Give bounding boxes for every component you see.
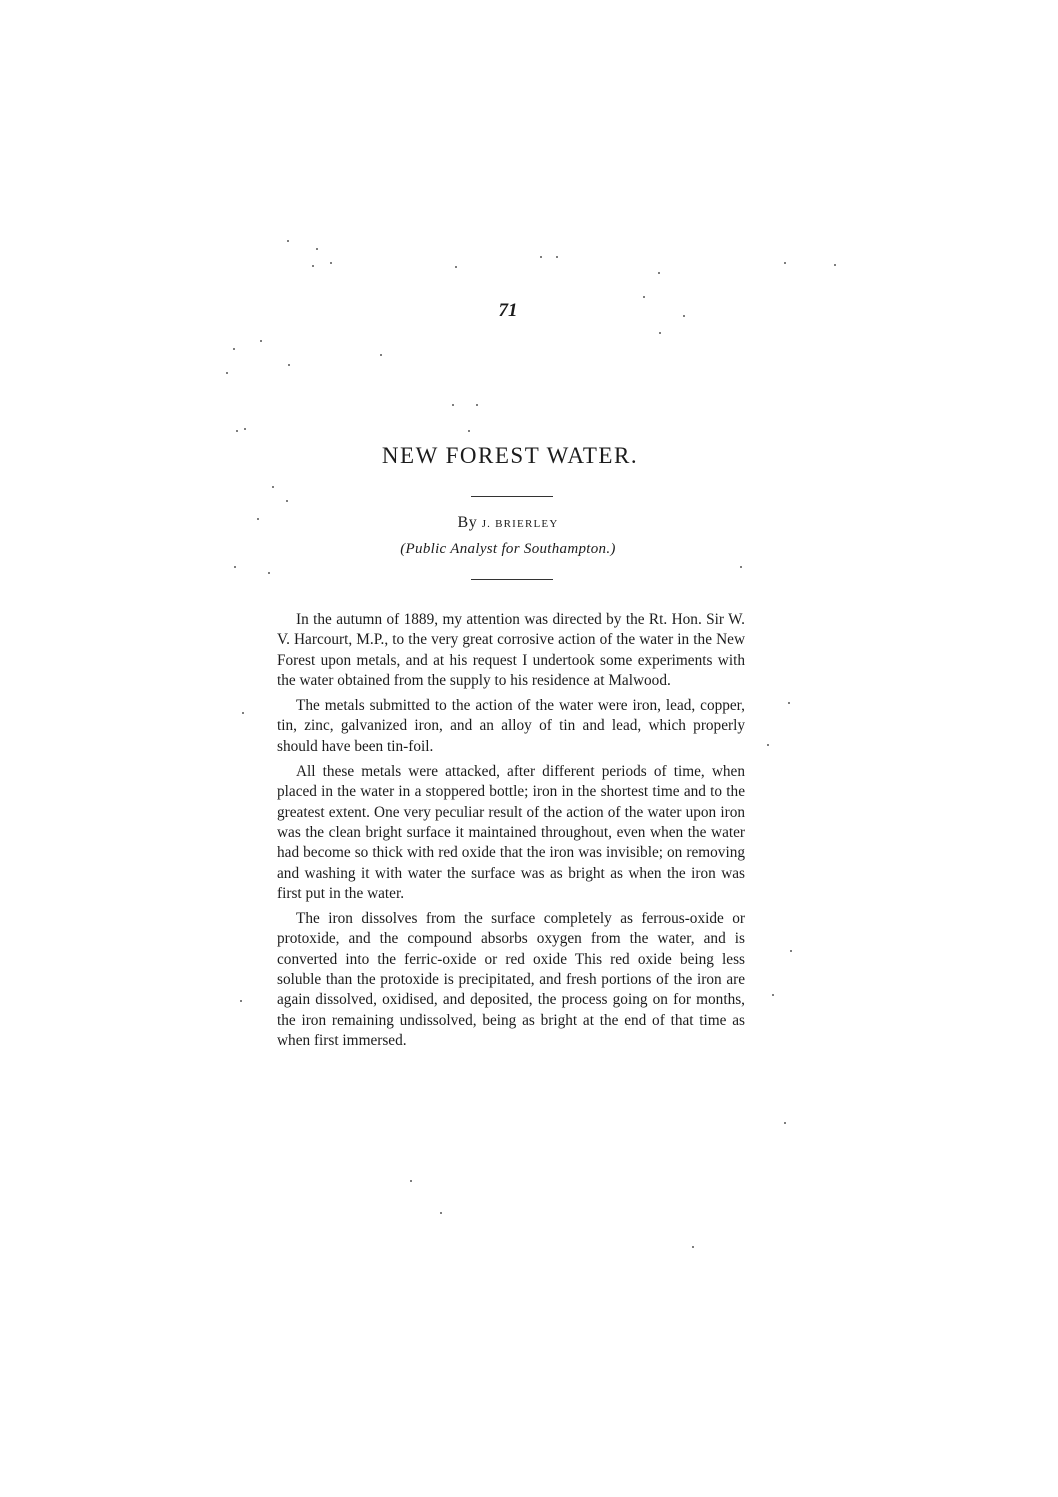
page-number: 71 (498, 300, 518, 321)
scan-speck (380, 354, 382, 356)
author-name: J. BRIERLEY (481, 518, 559, 530)
scan-speck (767, 744, 769, 746)
scan-speck (440, 1212, 442, 1214)
scan-speck (410, 1180, 412, 1182)
scan-speck (452, 404, 454, 406)
paragraph: The metals submitted to the action of the water were iron, lead, copper, tin, zinc, galvanized iron, and an alloy of tin and lead, which properly should have been tin-foil. (277, 697, 745, 755)
scan-speck (330, 262, 332, 264)
scan-speck (540, 256, 542, 258)
scan-speck (272, 486, 274, 488)
scan-speck (312, 265, 314, 267)
scan-speck (556, 256, 558, 258)
article-body (277, 610, 745, 1056)
scan-speck (226, 372, 228, 374)
scan-speck (316, 248, 318, 250)
scan-speck (286, 500, 288, 502)
paragraph: In the autumn of 1889, my attention was directed by the Rt. Hon. Sir W. V. Harcourt, M.P., to the very great corrosive action of the water in the New Forest upon metals, and at his request I undertook some experiments with the water obtained from the supply to his residence at Malwood. (277, 611, 745, 689)
scan-speck (790, 950, 792, 952)
scan-speck (834, 264, 836, 266)
author-affiliation: (Public Analyst for Southampton.) (400, 541, 616, 557)
scan-speck (233, 348, 235, 350)
scan-speck (659, 332, 661, 334)
scan-speck (236, 430, 238, 432)
byline (0, 514, 1016, 532)
scan-speck (784, 1122, 786, 1124)
scan-speck (455, 266, 457, 268)
paragraph: The iron dissolves from the surface completely as ferrous-oxide or protoxide, and the compound absorbs oxygen from the water, and is converted into the ferric-oxide or red oxide This red oxide being less soluble than the protoxide is precipitated, and fresh portions of the iron are again dissolved, oxidised, and deposited, the process going on for months, the iron remaining undissolved, being as bright at the end of that time as when first immersed. (277, 910, 745, 1049)
scan-speck (268, 572, 270, 574)
scan-speck (476, 404, 478, 406)
byline-divider (471, 579, 553, 580)
scan-speck (240, 1000, 242, 1002)
article-title: NEW FOREST WATER. (381, 443, 639, 468)
scan-speck (683, 315, 685, 317)
scan-speck (740, 566, 742, 568)
scan-speck (244, 428, 246, 430)
title-divider (471, 496, 553, 497)
scan-speck (784, 262, 786, 264)
paragraph: All these metals were attacked, after different periods of time, when placed in the water in a stoppered bottle; iron in the shortest time and to the greatest extent. One very peculiar result of the action of the water upon iron was the clean bright surface it maintained throughout, even when the water had become so thick with red oxide that the iron was invisible; on removing and washing it with water the surface was as bright as when the iron was first put in the water. (277, 763, 745, 902)
scan-speck (242, 712, 244, 714)
scan-speck (234, 566, 236, 568)
scan-speck (260, 340, 262, 342)
scan-speck (772, 994, 774, 996)
scan-speck (287, 240, 289, 242)
scan-speck (643, 296, 645, 298)
scan-speck (468, 430, 470, 432)
scan-speck (288, 364, 290, 366)
scan-speck (788, 702, 790, 704)
scan-speck (257, 518, 259, 520)
byline-prefix: By (457, 514, 478, 531)
scan-speck (658, 272, 660, 274)
scan-speck (692, 1246, 694, 1248)
